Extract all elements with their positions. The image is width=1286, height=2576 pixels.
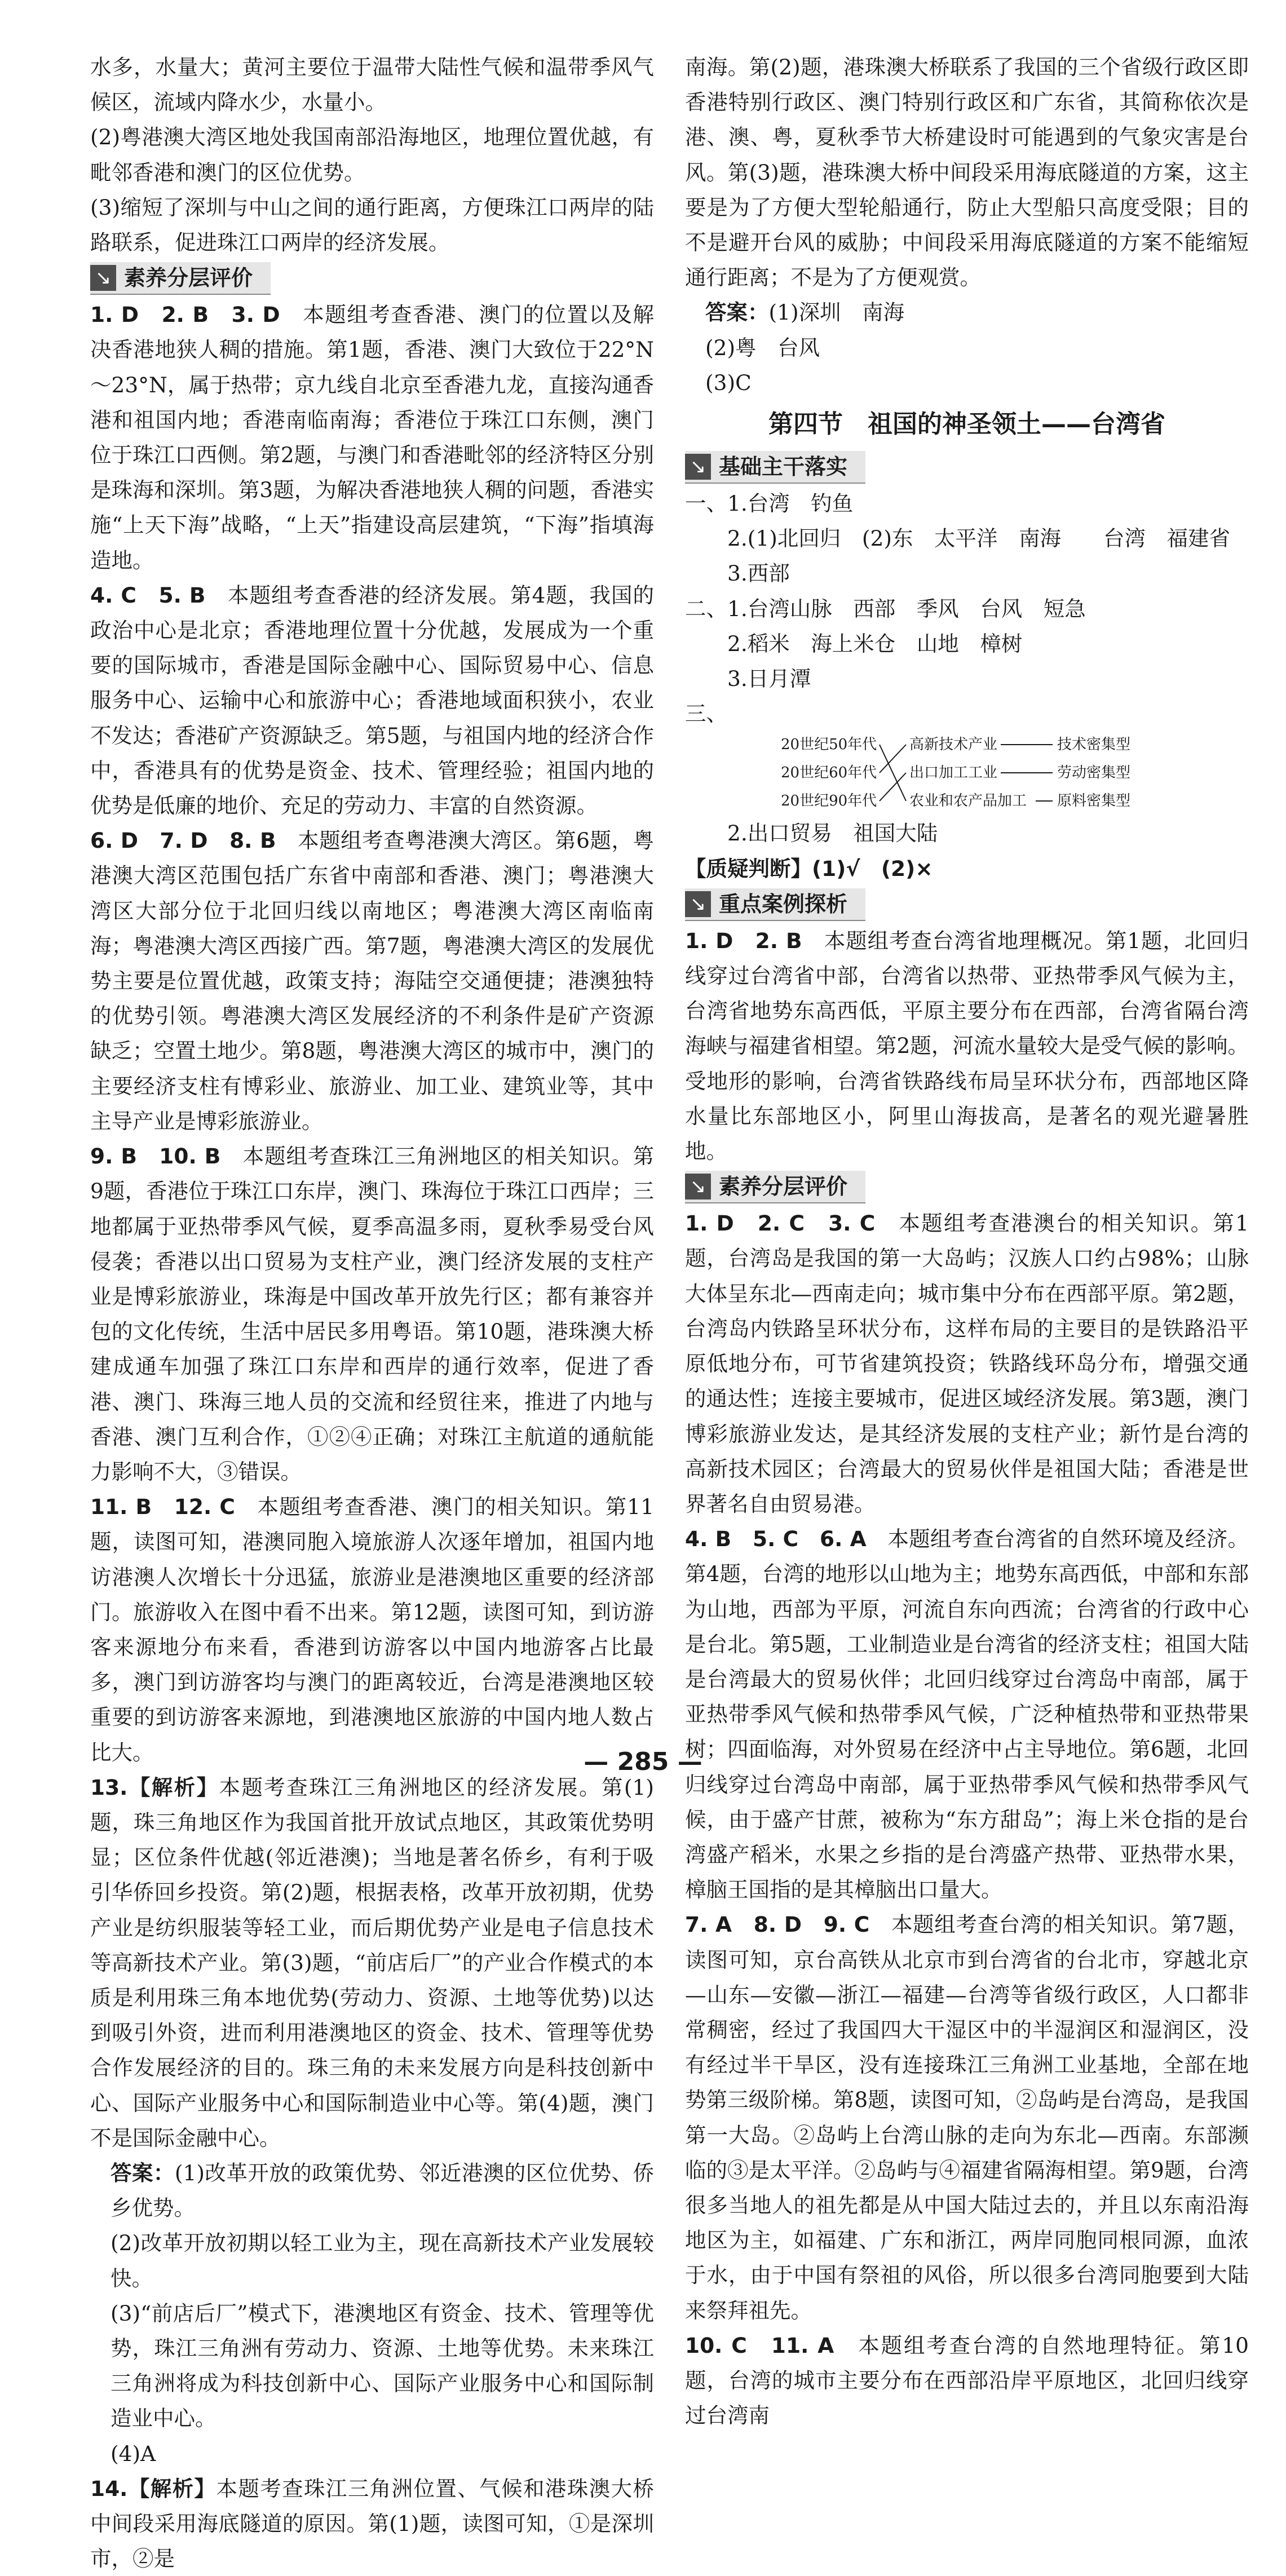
link-line (880, 773, 906, 801)
answer-13 (90, 2155, 654, 2225)
answer-item (685, 2328, 1249, 2433)
answer-text: 本题组考查香港的经济发展。第4题，我国的政治中心是北京；香港地理位置十分优越，发展成为一个重要的国际城市，香港是国际金融中心、国际贸易中心、信息服务中心、运输中心和旅游中心；香港地域面积狭小，农业不发达；香港矿产资源缺乏。第5题，与祖国内地的经济合作中，香港具有的优势是资金、技术、管理经验；祖国内地的优势是低廉的地价、充足的劳动力、丰富的自然资源。 (90, 582, 655, 818)
diagram-period-3: 20世纪90年代 (781, 793, 877, 810)
basic-line: 3.日月潭 (727, 666, 811, 692)
section-header-evaluation (90, 262, 271, 295)
diagram-type-2: 劳动密集型 (1057, 764, 1131, 782)
answer-text: 本题组考查香港、澳门的位置以及解决香港地狭人稠的措施。第1题，香港、澳门大致位于22°N～23°N，属于热带；京九线自北京至香港九龙，直接沟通香港和祖国内地；香港南临南海；香港位于珠江口东侧，澳门位于珠江口西侧。第2题，与澳门和香港毗邻的经济特区分别是珠海和深圳。第3题，为解决香港地狭人稠的问题，香港实施“上天下海”战略，“上天”指建设高层建筑，“下海”指填海造地。 (90, 302, 654, 573)
basic-line: 2.稻米 海上米仓 山地 樟树 (727, 631, 1023, 656)
arrow-icon: ↘ (90, 265, 116, 291)
link-line (880, 745, 906, 801)
answer-13-3: (3)“前店后厂”模式下，港澳地区有资金、技术、管理等优势，珠江三角洲有劳动力、资源、土地等优势。未来珠江三角洲将成为科技创新中心、国际产业服务中心和国际制造业中心。 (111, 2300, 654, 2431)
answer-text: 本题组考查香港、澳门的相关知识。第11题，读图可知，港澳同胞入境旅游人次逐年增加，祖国内地访港澳人次增长十分迅猛，旅游业是港澳地区重要的经济部门。旅游收入在图中看不出来。第12题，读图可知，到访游客来源地分布来看，香港到访游客以中国内地游客占比最多，澳门到访游客均与澳门的距离较近，台湾是港澳地区较重要的到访游客来源地，到港澳地区旅游的中国内地人数占比大。 (90, 1494, 654, 1765)
section-title: 素养分层评价 (124, 265, 253, 291)
answer-label: 答案： (111, 2160, 175, 2185)
answer-14-1: (1)深圳 南海 (768, 300, 905, 325)
answer-head: 4. C 5. B (90, 582, 206, 608)
answer-text: 本题考查珠江三角洲位置、气候和港珠澳大桥中间段采用海底隧道的原因。第(1)题，读图可知，①是深圳市，②是 (90, 2476, 655, 2571)
intro-line-3: (3)缩短了深圳与中山之间的通行距离，方便珠江口两岸的陆路联系，促进珠江口两岸的经济发展。 (90, 194, 654, 255)
basic-line: 2.(1)北回归 (2)东 太平洋 南海 台湾 福建省 (727, 526, 1231, 551)
answer-13-2: (2)改革开放初期以轻工业为主，现在高新技术产业发展较快。 (111, 2230, 654, 2291)
judge-line: 【质疑判断】(1)√ (2)× (685, 856, 933, 881)
answer-item (90, 578, 654, 823)
answer-14-2: (2)粤 台风 (705, 335, 820, 360)
basic-line: 三、 (685, 701, 727, 727)
answer-text: 本题考查珠江三角洲地区的经济发展。第(1)题，珠三角地区作为我国首批开放试点地区，其政策优势明显；区位条件优越(邻近港澳)；当地是著名侨乡，有利于吸引华侨回乡投资。第(2)题，根据表格，改革开放初期，优势产业是纺织服装等轻工业，而后期优势产业是电子信息技术等高新技术产业。第(3)题，“前店后厂”的产业合作模式的本质是利用珠三角本地优势(劳动力、资源、土地等优势)以达到吸引外资，进而利用港澳地区的资金、技术、管理等优势合作发展经济的目的。珠三角的未来发展方向是科技创新中心、国际产业服务中心和国际制造业中心等。第(4)题，澳门不是国际金融中心。 (90, 1774, 654, 2150)
answer-13-1: (1)改革开放的政策优势、邻近港澳的区位优势、侨乡优势。 (111, 2160, 654, 2221)
answer-head: 14.【解析】 (90, 2476, 216, 2501)
link-line (880, 745, 906, 773)
answer-head: 1. D 2. C 3. C (685, 1211, 876, 1236)
answer-item (685, 923, 1249, 1169)
answer-item (90, 1139, 654, 1489)
answer-head: 9. B 10. B (90, 1144, 221, 1169)
diagram-type-1: 技术密集型 (1057, 736, 1131, 754)
arrow-icon: ↘ (685, 891, 711, 917)
diagram-industry-1: 高新技术产业 (909, 736, 998, 754)
answer-item (685, 1521, 1249, 1907)
intro-line-2: (2)粤港澳大湾区地处我国南部沿海地区，地理位置优越，有毗邻香港和澳门的区位优势。 (90, 125, 654, 185)
basic-line: 二、1.台湾山脉 西部 季风 台风 短急 (685, 596, 1086, 621)
answer-item (90, 823, 654, 1139)
answer-head: 1. D 2. B 3. D (90, 302, 280, 327)
answer-head: 4. B 5. C 6. A (685, 1526, 867, 1552)
right-column (685, 50, 1249, 2433)
answer-text: 本题组考查粤港澳大湾区。第6题，粤港澳大湾区范围包括广东省中南部和香港、澳门；粤港澳大湾区大部分位于北回归线以南地区；粤港澳大湾区南临南海；粤港澳大湾区西接广西。第7题，粤港澳大湾区的发展优势主要是位置优越，政策支持；海陆空交通便捷；港澳独特的优势引领。粤港澳大湾区发展经济的不利条件是矿产资源缺乏；空置土地少。第8题，粤港澳大湾区的城市中，澳门的主要经济支柱有博彩业、旅游业、加工业、建筑业等，其中主导产业是博彩旅游业。 (90, 828, 654, 1134)
basic-line: 一、1.台湾 钓鱼 (685, 491, 854, 516)
answer-text: 本题组考查台湾省的自然环境及经济。第4题，台湾的地形以山地为主；地势东高西低，中部和东部为山地，西部为平原，河流自东向西流；台湾省的行政中心是台北。第5题，工业制造业是台湾省的经济支柱；祖国大陆是台湾最大的贸易伙伴；北回归线穿过台湾岛中南部，属于亚热带季风气候和热带季风气候，广泛种植热带和亚热带果树；四面临海，对外贸易在经济中占主导地位。第6题，北回归线穿过台湾岛中南部，属于亚热带季风气候和热带季风气候，由于盛产甘蔗，被称为“东方甜岛”；海上米仓指的是台湾盛产稻米，水果之乡指的是台湾盛产热带、亚热带水果，樟脑王国指的是其樟脑出口量大。 (685, 1526, 1249, 1902)
diagram-svg (685, 731, 1249, 816)
answer-item (90, 297, 654, 578)
answer-text: 本题组考查珠江三角洲地区的相关知识。第9题，香港位于珠江口东岸，澳门、珠海位于珠江口西岸；三地都属于亚热带季风气候，夏季高温多雨，夏秋季易受台风侵袭；香港以出口贸易为支柱产业，澳门经济发展的支柱产业是博彩旅游业，珠海是中国改革开放先行区；都有兼容并包的文化传统，生活中居民多用粤语。第10题，港珠澳大桥建成通车加强了珠江口东岸和西岸的通行效率，促进了香港、澳门、珠海三地人员的交流和经贸往来，推进了内地与香港、澳门互利合作，①②④正确；对珠江主航道的通航能力影响不大，③错误。 (90, 1144, 655, 1484)
diagram-type-3: 原料密集型 (1057, 793, 1131, 810)
section-title: 重点案例探析 (719, 891, 848, 917)
answer-head: 13.【解析】 (90, 1774, 219, 1800)
diagram-period-1: 20世纪50年代 (781, 736, 877, 754)
left-column (90, 50, 654, 2576)
section-title: 基础主干落实 (719, 454, 848, 479)
answer-head: 7. A 8. D 9. C (685, 1912, 870, 1937)
arrow-icon: ↘ (685, 454, 711, 480)
answer-14-continued: 南海。第(2)题，港珠澳大桥联系了我国的三个省级行政区即香港特别行政区、澳门特别行政区和广东省，其简称依次是港、澳、粤，夏秋季节大桥建设时可能遇到的气象灾害是台风。第(3)题，港珠澳大桥中间段采用海底隧道的方案，这主要是为了方便大型轮船通行，防止大型船只高度受限；目的不是避开台风的威胁；中间段采用海底隧道的方案不能缩短通行距离；不是为了方便观赏。 (685, 55, 1249, 290)
page-number: — 285 — (584, 1747, 702, 1776)
answer-head: 10. C 11. A (685, 2332, 834, 2358)
section-title: 素养分层评价 (719, 1174, 848, 1200)
answer-14-3: (3)C (705, 370, 752, 395)
intro-line-1: 水多，水量大；黄河主要位于温带大陆性气候和温带季风气候区，流域内降水少，水量小。 (90, 55, 654, 115)
section-heading: 第四节 祖国的神圣领土——台湾省 (768, 410, 1165, 439)
industry-match-diagram (685, 731, 1249, 816)
section-header-evaluation (685, 1171, 865, 1203)
answer-item (90, 1489, 654, 1770)
diagram-industry-2: 出口加工工业 (909, 764, 998, 782)
answer-label: 答案： (705, 300, 769, 325)
answer-head: 6. D 7. D 8. B (90, 828, 276, 853)
answer-head: 11. B 12. C (90, 1494, 235, 1520)
answer-item (685, 1907, 1249, 2327)
basic-line: 3.西部 (727, 561, 790, 586)
diagram-period-2: 20世纪60年代 (781, 764, 877, 782)
arrow-icon: ↘ (685, 1174, 711, 1200)
answer-text: 本题组考查台湾的自然地理特征。第10题，台湾的城市主要分布在西部沿岸平原地区，北回归线穿过台湾南 (685, 2332, 1249, 2428)
answer-item (90, 1770, 654, 2155)
answer-14 (685, 295, 1249, 330)
answer-item-14 (90, 2471, 654, 2576)
section-header-basic (685, 451, 865, 484)
answer-text: 本题组考查台湾的相关知识。第7题，读图可知，京台高铁从北京市到台湾省的台北市，穿越北京—山东—安徽—浙江—福建—台湾等省级行政区，人口都非常稠密，经过了我国四大干湿区中的半湿润区和湿润区，没有经过半干旱区，没有连接珠江三角洲工业基地，全部在地势第三级阶梯。第8题，读图可知，②岛屿是台湾岛，是我国第一大岛。②岛屿上台湾山脉的走向为东北—西南。东部濒临的③是太平洋。②岛屿与④福建省隔海相望。第9题，台湾很多当地人的祖先都是从中国大陆过去的，并且以东南沿海地区为主，如福建、广东和浙江，两岸同胞同根同源，血浓于水，由于中国有祭祖的风俗，所以很多台湾同胞要到大陆来祭拜祖先。 (685, 1912, 1249, 2323)
answer-text: 本题组考查台湾省地理概况。第1题，北回归线穿过台湾省中部，台湾省以热带、亚热带季风气候为主，台湾省地势东高西低，平原主要分布在西部，台湾省隔台湾海峡与福建省相望。第2题，河流水量较大是受气候的影响。受地形的影响，台湾省铁路线布局呈环状分布，西部地区降水量比东部地区小，阿里山海拔高，是著名的观光避暑胜地。 (685, 928, 1249, 1164)
diagram-industry-3: 农业和农产品加工 (909, 793, 1027, 810)
answer-item (685, 1206, 1249, 1521)
answer-head: 1. D 2. B (685, 928, 802, 953)
answer-13-4: (4)A (111, 2441, 156, 2466)
section-header-case (685, 888, 865, 921)
answer-text: 本题组考查港澳台的相关知识。第1题，台湾岛是我国的第一大岛屿；汉族人口约占98%；山脉大体呈东北—西南走向；城市集中分布在西部平原。第2题，台湾岛内铁路呈环状分布，这样布局的主要目的是铁路沿平原低地分布，可节省建筑投资；铁路线环岛分布，增强交通的通达性；连接主要城市，促进区域经济发展。第3题，澳门博彩旅游业发达，是其经济发展的支柱产业；新竹是台湾的高新技术园区；台湾最大的贸易伙伴是祖国大陆；香港是世界著名自由贸易港。 (685, 1211, 1249, 1516)
basic-line: 2.出口贸易 祖国大陆 (727, 821, 938, 846)
